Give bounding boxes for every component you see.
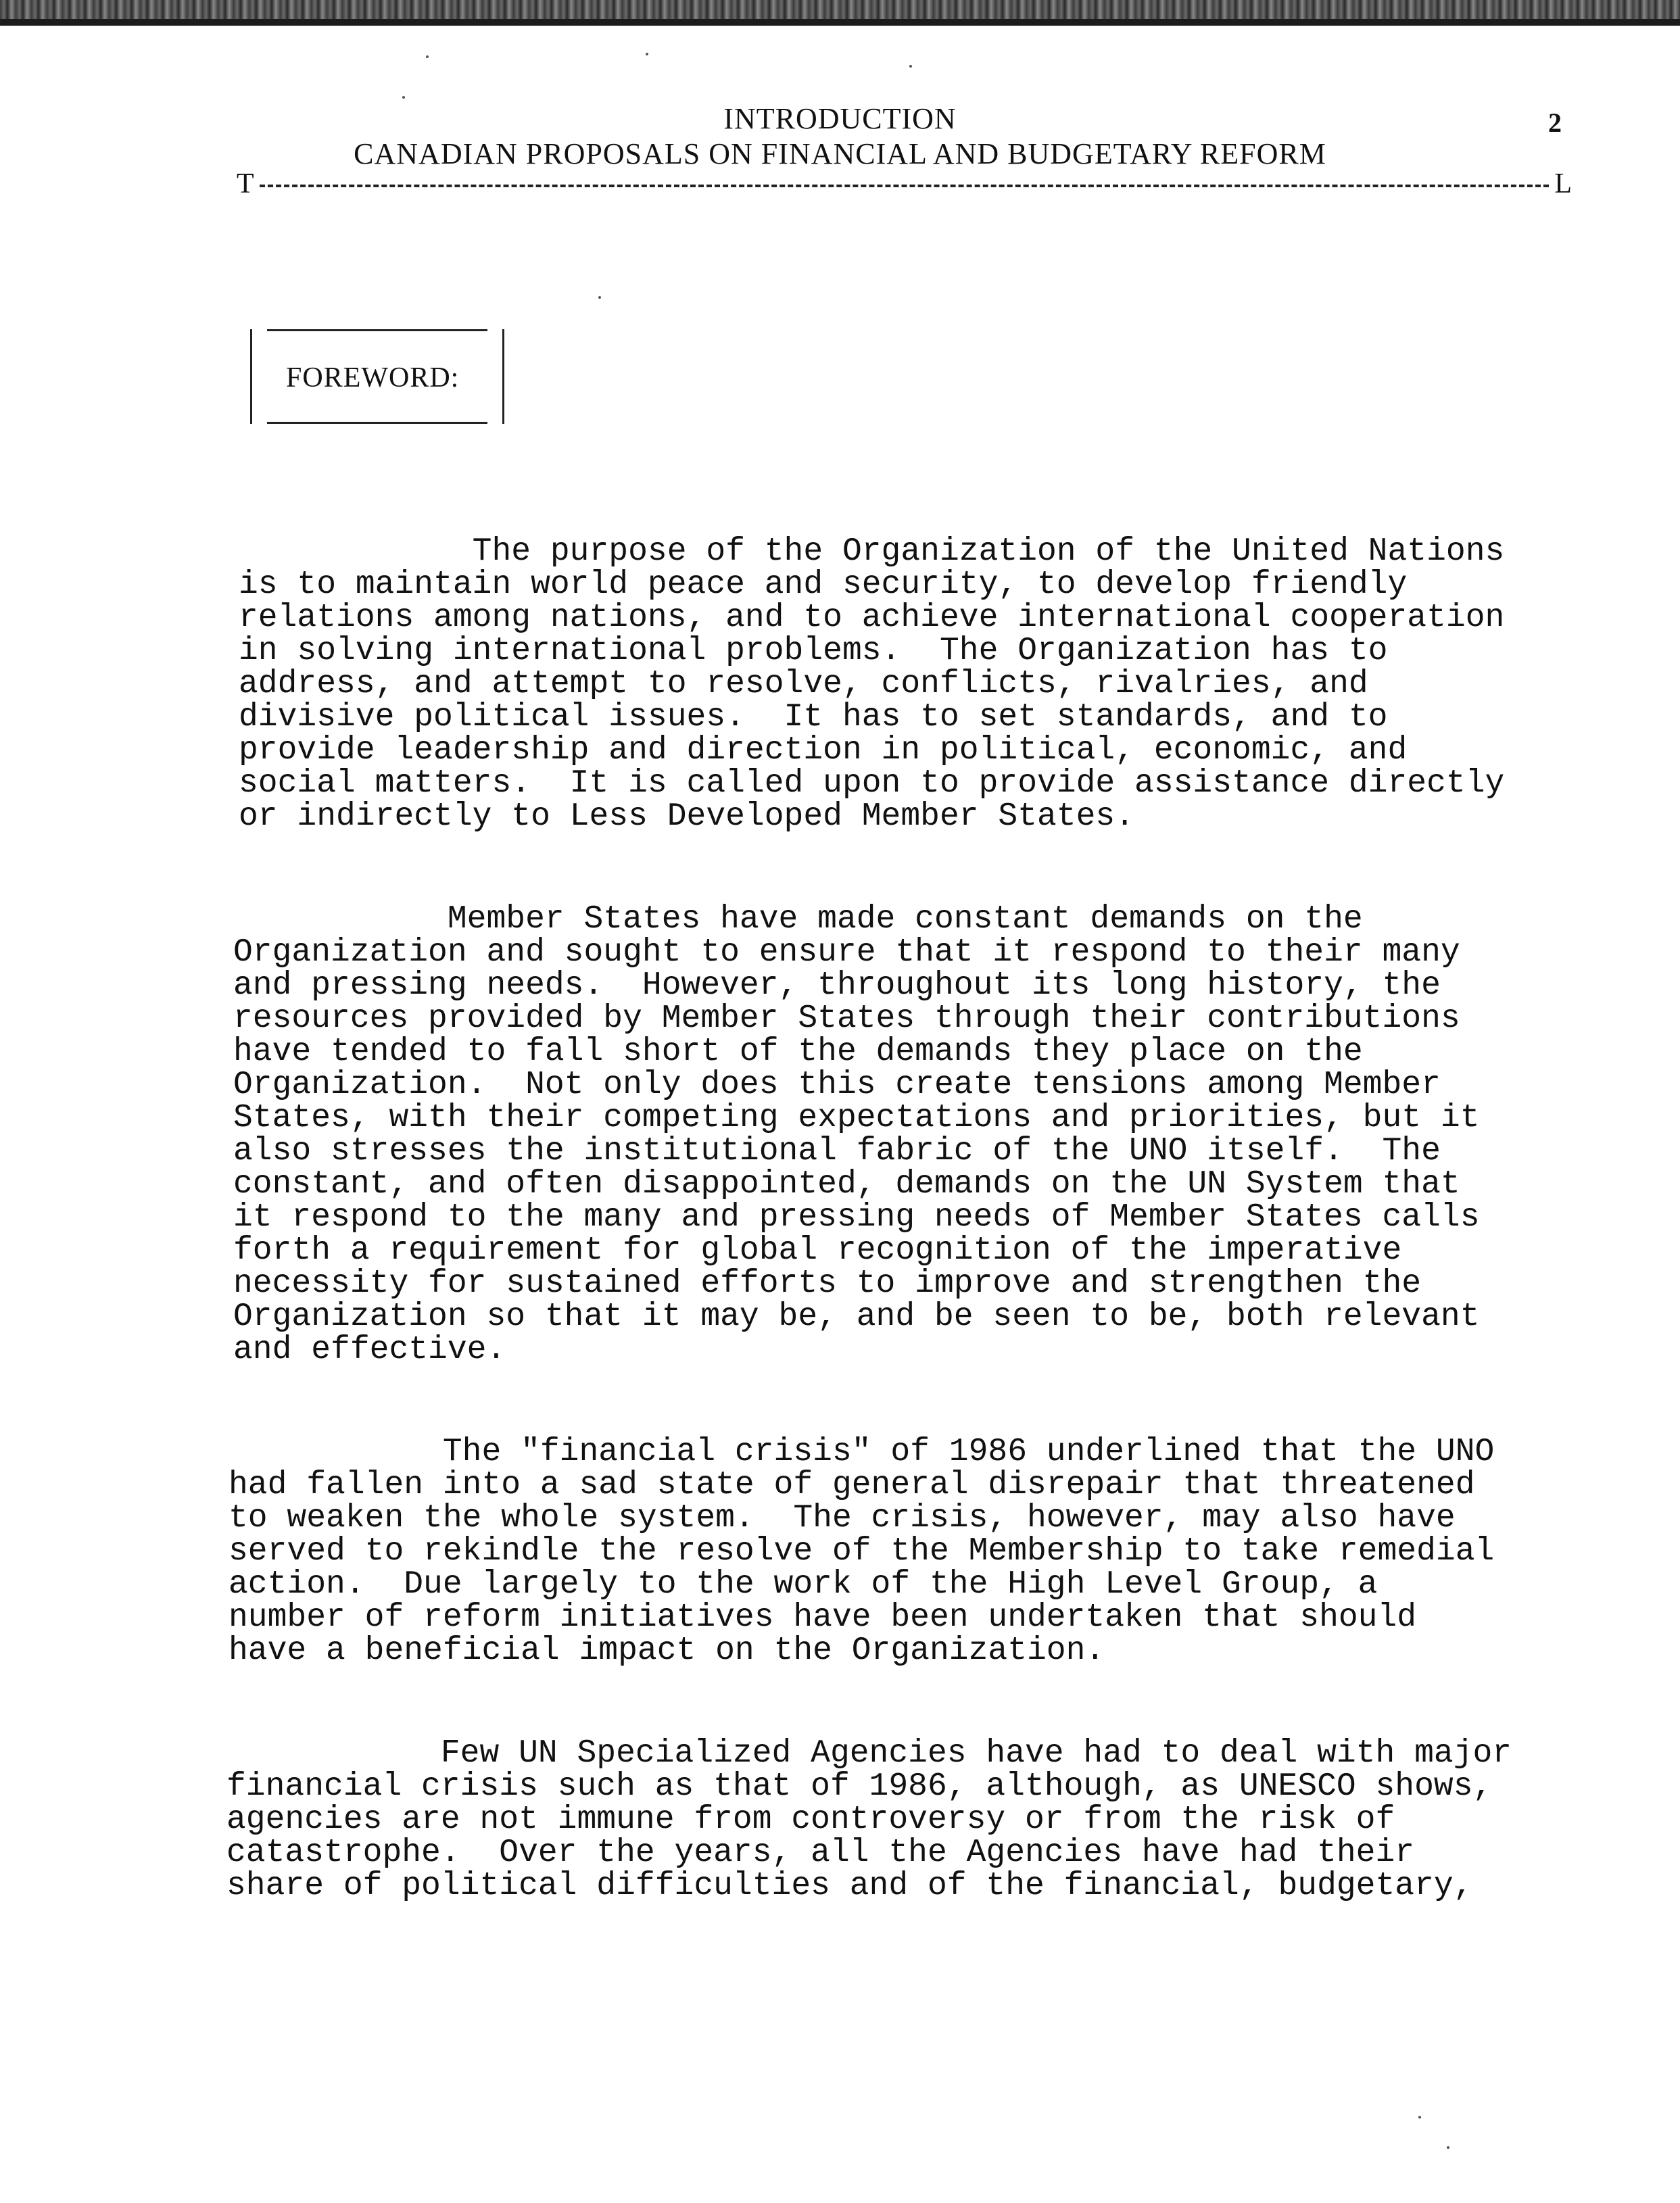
page-number: 2 [1548, 107, 1562, 138]
paragraph-financial-crisis: The "financial crisis" of 1986 underlined that the UNO had fallen into a sad state of general disrepair that threatened to weaken the whole system. The crisis, however, may also have served to rekindle the resolve of the Membership to take remedial action. Due largely to the work of the High Level Group, a number of reform initiatives have been undertaken that should have a beneficial impact on the Organization. [229, 1434, 1495, 1669]
paragraph-member-states: Member States have made constant demands on the Organization and sought to ensure that it respond to their many and pressing needs. However, throughout its long history, the resources provided by Member States through their contributions have tended to fall short of the demands they place on the Organization. Not only does this create tensions among Member States, with their competing expectations and priorities, but it also stresses the institutional fabric of the UNO itself. The constant, and often disappointed, demands on the UN System that it respond to the many and pressing needs of Member States calls forth a requirement for global recognition of the imperative necessity for sustained efforts to improve and strengthen the Organization so that it may be, and be seen to be, both relevant and effective. [233, 901, 1480, 1368]
rule-left-mark: T [237, 168, 254, 199]
foreword-box [250, 329, 504, 424]
paragraph-purpose: The purpose of the Organization of the United Nations is to maintain world peace and security, to develop friendly relations among nations, and to achieve international cooperation in solving international problems. The Organization has to address, and attempt to resolve, conflicts, rivalries, and divisive political issues. It has to set standards, and to provide leadership and direction in political, economic, and social matters. It is called upon to provide assistance directly or indirectly to Less Developed Member States. [239, 533, 1505, 835]
rule-right-mark: L [1554, 168, 1572, 199]
scan-speck [909, 65, 912, 68]
section-heading: INTRODUCTION [723, 102, 957, 135]
dashed-line [260, 185, 1549, 187]
foreword-label: FOREWORD: [286, 362, 460, 393]
scan-speck [402, 96, 405, 99]
scan-speck [426, 55, 429, 58]
document-title: CANADIAN PROPOSALS ON FINANCIAL AND BUDGETARY REFORM [354, 137, 1326, 170]
scan-speck [646, 53, 648, 55]
scan-speck [598, 296, 601, 299]
scan-speck [1447, 2146, 1449, 2149]
scan-speck [1418, 2116, 1421, 2119]
paragraph-specialized-agencies: Few UN Specialized Agencies have had to deal with major financial crisis such as that of 1986, although, as UNESCO shows, agencies are not immune from controversy or from the risk of catastrophe. Over the years, all the Agencies have had their share of political difficulties and of the financial, budgetary, [226, 1735, 1512, 1904]
scan-edge-artifact [0, 0, 1680, 26]
header-dashed-rule [237, 168, 1572, 201]
